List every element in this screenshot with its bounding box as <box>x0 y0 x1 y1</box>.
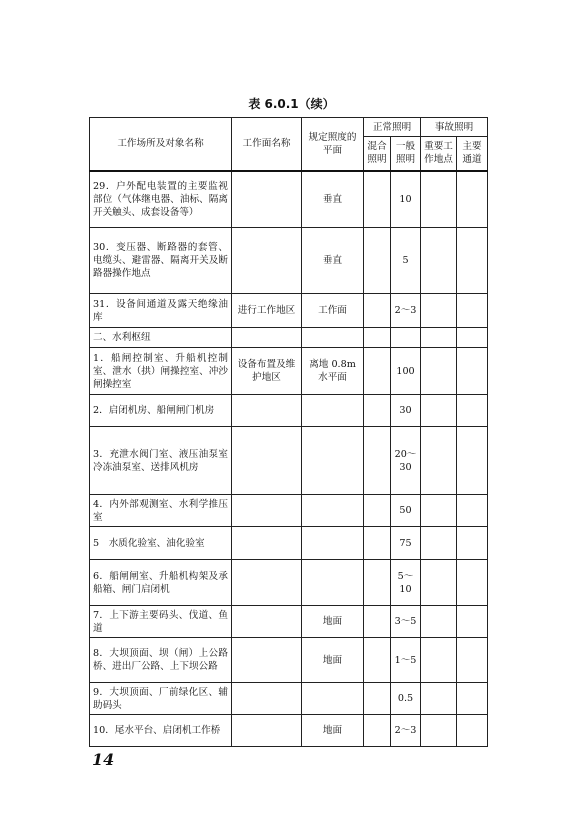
row-main <box>457 527 488 560</box>
row-surface <box>232 715 302 747</box>
row-mixed <box>364 294 391 328</box>
header-mixed: 混合照明 <box>364 137 391 171</box>
row-plane: 垂直 <box>302 228 364 294</box>
row-surface <box>232 683 302 715</box>
row-important <box>421 228 457 294</box>
row-main <box>457 348 488 395</box>
row-main <box>457 606 488 638</box>
row-name: 30．变压器、断路器的套管、电缆头、避雷器、隔离开关及断路器操作地点 <box>90 228 232 294</box>
row-important <box>421 328 457 348</box>
row-surface <box>232 427 302 495</box>
row-name: 29．户外配电装置的主要监视部位（气体继电器、油标、隔离开关触头、成套设备等） <box>90 171 232 228</box>
illuminance-table <box>89 117 488 747</box>
row-general: 5 <box>391 228 421 294</box>
row-mixed <box>364 328 391 348</box>
row-plane: 地面 <box>302 638 364 683</box>
row-important <box>421 294 457 328</box>
row-main <box>457 638 488 683</box>
row-surface <box>232 527 302 560</box>
row-plane <box>302 683 364 715</box>
row-name: 31．设备间通道及露天绝缘油库 <box>90 294 232 328</box>
row-plane <box>302 395 364 427</box>
row-name: 4．内外部观测室、水利学推压室 <box>90 495 232 527</box>
header-general: 一般照明 <box>391 137 421 171</box>
header-work-place: 工作场所及对象名称 <box>90 118 232 171</box>
page-number: 14 <box>92 750 115 769</box>
row-general: 20～30 <box>391 427 421 495</box>
row-name: 8．大坝顶面、坝（闸）上公路桥、进出厂公路、上下坝公路 <box>90 638 232 683</box>
row-general: 3～5 <box>391 606 421 638</box>
table-row <box>90 560 488 606</box>
row-important <box>421 395 457 427</box>
row-mixed <box>364 348 391 395</box>
row-main <box>457 683 488 715</box>
row-general: 1～5 <box>391 638 421 683</box>
row-name: 3．充泄水阀门室、液压油泵室冷冻油泵室、送排风机房 <box>90 427 232 495</box>
table-row <box>90 715 488 747</box>
row-name: 10．尾水平台、启闭机工作桥 <box>90 715 232 747</box>
row-important <box>421 527 457 560</box>
header-main-passage: 主要通道 <box>457 137 488 171</box>
row-important <box>421 171 457 228</box>
row-plane: 地面 <box>302 606 364 638</box>
row-main <box>457 328 488 348</box>
row-name: 7．上下游主要码头、伐道、鱼道 <box>90 606 232 638</box>
row-mixed <box>364 606 391 638</box>
row-mixed <box>364 228 391 294</box>
row-general: 30 <box>391 395 421 427</box>
row-mixed <box>364 395 391 427</box>
row-general: 100 <box>391 348 421 395</box>
row-plane: 地面 <box>302 715 364 747</box>
table-row <box>90 495 488 527</box>
row-surface <box>232 228 302 294</box>
row-mixed <box>364 715 391 747</box>
row-mixed <box>364 527 391 560</box>
row-mixed <box>364 495 391 527</box>
row-general: 75 <box>391 527 421 560</box>
row-main <box>457 560 488 606</box>
row-main <box>457 294 488 328</box>
header-plane: 规定照度的平面 <box>302 118 364 171</box>
table-row <box>90 683 488 715</box>
row-important <box>421 427 457 495</box>
row-main <box>457 715 488 747</box>
header-important: 重要工作地点 <box>421 137 457 171</box>
table-row <box>90 638 488 683</box>
row-important <box>421 715 457 747</box>
row-plane <box>302 560 364 606</box>
table-row <box>90 171 488 228</box>
header-work-surface: 工作面名称 <box>232 118 302 171</box>
row-mixed <box>364 560 391 606</box>
row-surface <box>232 395 302 427</box>
row-surface <box>232 328 302 348</box>
row-surface <box>232 638 302 683</box>
row-plane <box>302 328 364 348</box>
row-plane <box>302 495 364 527</box>
row-surface <box>232 560 302 606</box>
row-plane <box>302 427 364 495</box>
table-row <box>90 527 488 560</box>
row-surface <box>232 606 302 638</box>
row-surface: 设备布置及维护地区 <box>232 348 302 395</box>
row-plane: 垂直 <box>302 171 364 228</box>
row-general <box>391 328 421 348</box>
table-row <box>90 427 488 495</box>
section-row <box>90 328 488 348</box>
row-main <box>457 427 488 495</box>
row-mixed <box>364 171 391 228</box>
row-main <box>457 495 488 527</box>
row-important <box>421 683 457 715</box>
row-name: 6．船闸闸室、升船机构架及承船箱、闸门启闭机 <box>90 560 232 606</box>
row-name: 2．启闭机房、船闸闸门机房 <box>90 395 232 427</box>
row-main <box>457 228 488 294</box>
row-general: 0.5 <box>391 683 421 715</box>
table-row <box>90 294 488 328</box>
row-important <box>421 495 457 527</box>
table-row <box>90 395 488 427</box>
row-important <box>421 560 457 606</box>
table-row <box>90 228 488 294</box>
table-row <box>90 606 488 638</box>
row-general: 5～10 <box>391 560 421 606</box>
row-mixed <box>364 683 391 715</box>
row-plane: 离地 0.8m 水平面 <box>302 348 364 395</box>
row-general: 10 <box>391 171 421 228</box>
row-mixed <box>364 638 391 683</box>
table-row <box>90 348 488 395</box>
section-title: 二、水利枢纽 <box>90 328 232 348</box>
row-general: 2～3 <box>391 294 421 328</box>
row-main <box>457 395 488 427</box>
row-general: 50 <box>391 495 421 527</box>
header-normal-lighting: 正常照明 <box>364 118 421 137</box>
row-surface <box>232 495 302 527</box>
row-name: 1．船闸控制室、升船机控制室、泄水（拱）闸操控室、冲沙闸操控室 <box>90 348 232 395</box>
row-important <box>421 638 457 683</box>
row-general: 2～3 <box>391 715 421 747</box>
row-important <box>421 348 457 395</box>
header-emergency-lighting: 事故照明 <box>421 118 488 137</box>
row-plane <box>302 527 364 560</box>
row-surface <box>232 171 302 228</box>
row-name: 5 水质化验室、油化验室 <box>90 527 232 560</box>
row-important <box>421 606 457 638</box>
table-caption: 表 6.0.1（续） <box>248 97 335 111</box>
row-name: 9．大坝顶面、厂前绿化区、辅助码头 <box>90 683 232 715</box>
row-plane: 工作面 <box>302 294 364 328</box>
row-mixed <box>364 427 391 495</box>
row-surface: 进行工作地区 <box>232 294 302 328</box>
row-main <box>457 171 488 228</box>
